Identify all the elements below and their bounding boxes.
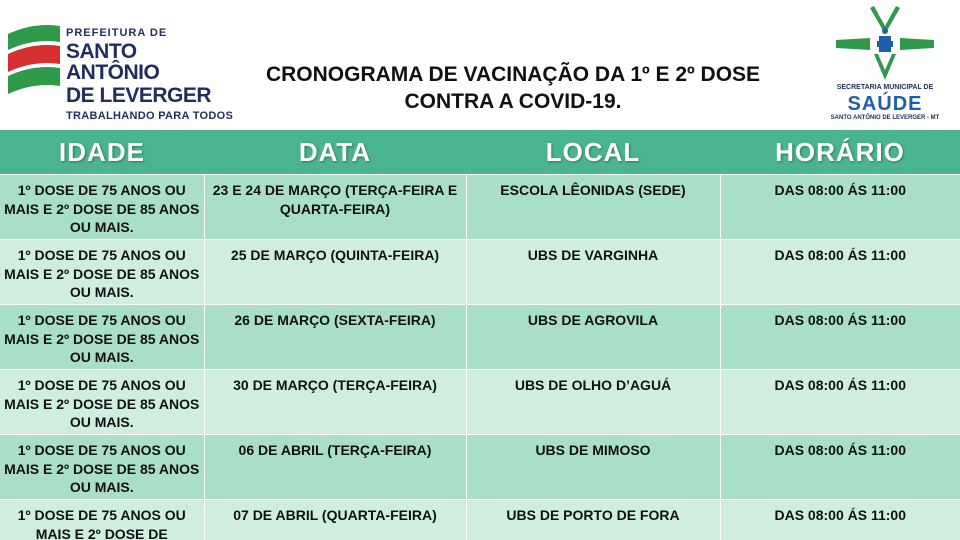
cell-horario: DAS 08:00 ÁS 11:00 [720, 435, 960, 500]
cell-local: UBS DE AGROVILA [466, 305, 720, 370]
cell-data: 30 DE MARÇO (TERÇA-FEIRA) [204, 370, 466, 435]
cell-data: 26 DE MARÇO (SEXTA-FEIRA) [204, 305, 466, 370]
cell-horario: DAS 08:00 ÁS 11:00 [720, 240, 960, 305]
column-header-data: DATA [204, 130, 466, 175]
column-header-idade: IDADE [0, 130, 204, 175]
cell-idade: 1º DOSE DE 75 ANOS OU MAIS E 2º DOSE DE 85 ANOS OU MAIS. [0, 305, 204, 370]
title-line2: CONTRA A COVID-19. [404, 89, 622, 113]
secretaria-text: SECRETARIA MUNICIPAL DE [836, 84, 934, 91]
cell-idade: 1º DOSE DE 75 ANOS OU MAIS E 2º DOSE DE 85 ANOS OU MAIS. [0, 175, 204, 240]
cell-idade: 1º DOSE DE 75 ANOS OU MAIS E 2º DOSE DE 85 ANOS OU MAIS. [0, 435, 204, 500]
cell-idade: 1º DOSE DE 75 ANOS OU MAIS E 2º DOSE DE 85 ANOS OU MAIS. [0, 370, 204, 435]
table-row [0, 240, 960, 305]
cell-data: 23 E 24 DE MARÇO (TERÇA-FEIRA E QUARTA-FEIRA) [204, 175, 466, 240]
saude-location-text: SANTO ANTÔNIO DE LEVERGER - MT [830, 115, 940, 121]
cell-local: ESCOLA LÊONIDAS (SEDE) [466, 175, 720, 240]
page-header [0, 0, 960, 130]
cell-local: UBS DE PORTO DE FORA [466, 500, 720, 540]
column-header-horario: HORÁRIO [720, 130, 960, 175]
table-row [0, 500, 960, 540]
page-title [218, 62, 808, 116]
title-line1: CRONOGRAMA DE VACINAÇÃO DA 1º E 2º DOSE [265, 63, 761, 86]
municipality-logo [4, 20, 234, 122]
municipality-top-text: PREFEITURA DE [66, 27, 168, 39]
municipality-name-line1: SANTO ANTÔNIO [66, 40, 160, 84]
cell-data: 06 DE ABRIL (TERÇA-FEIRA) [204, 435, 466, 500]
table-row [0, 175, 960, 240]
health-secretariat-logo [826, 4, 944, 124]
cell-local: UBS DE MIMOSO [466, 435, 720, 500]
flag-swoosh-icon [4, 20, 64, 112]
cell-local: UBS DE OLHO D’AGUÁ [466, 370, 720, 435]
cell-idade: 1º DOSE DE 75 ANOS OU MAIS E 2º DOSE DE 85 ANOS OU MAIS. [0, 240, 204, 305]
municipality-tagline: TRABALHANDO PARA TODOS [66, 110, 234, 122]
cell-idade: 1º DOSE DE 75 ANOS OU MAIS E 2º DOSE DE [0, 500, 204, 540]
health-figure-icon [826, 4, 944, 84]
cell-horario: DAS 08:00 ÁS 11:00 [720, 175, 960, 240]
vaccination-schedule-table [0, 130, 960, 540]
table-row [0, 370, 960, 435]
table-row [0, 305, 960, 370]
cell-data: 07 DE ABRIL (QUARTA-FEIRA) [204, 500, 466, 540]
cell-horario: DAS 08:00 ÁS 11:00 [720, 370, 960, 435]
cell-local: UBS DE VARGINHA [466, 240, 720, 305]
municipality-name-line2: DE LEVERGER [66, 84, 212, 107]
schedule-table-container [0, 130, 960, 540]
table-row [0, 435, 960, 500]
cell-horario: DAS 08:00 ÁS 11:00 [720, 500, 960, 540]
cell-horario: DAS 08:00 ÁS 11:00 [720, 305, 960, 370]
saude-text: SAÚDE [847, 93, 923, 115]
municipality-wordmark [66, 28, 234, 122]
column-header-local: LOCAL [466, 130, 720, 175]
table-header-row [0, 130, 960, 175]
cell-data: 25 DE MARÇO (QUINTA-FEIRA) [204, 240, 466, 305]
